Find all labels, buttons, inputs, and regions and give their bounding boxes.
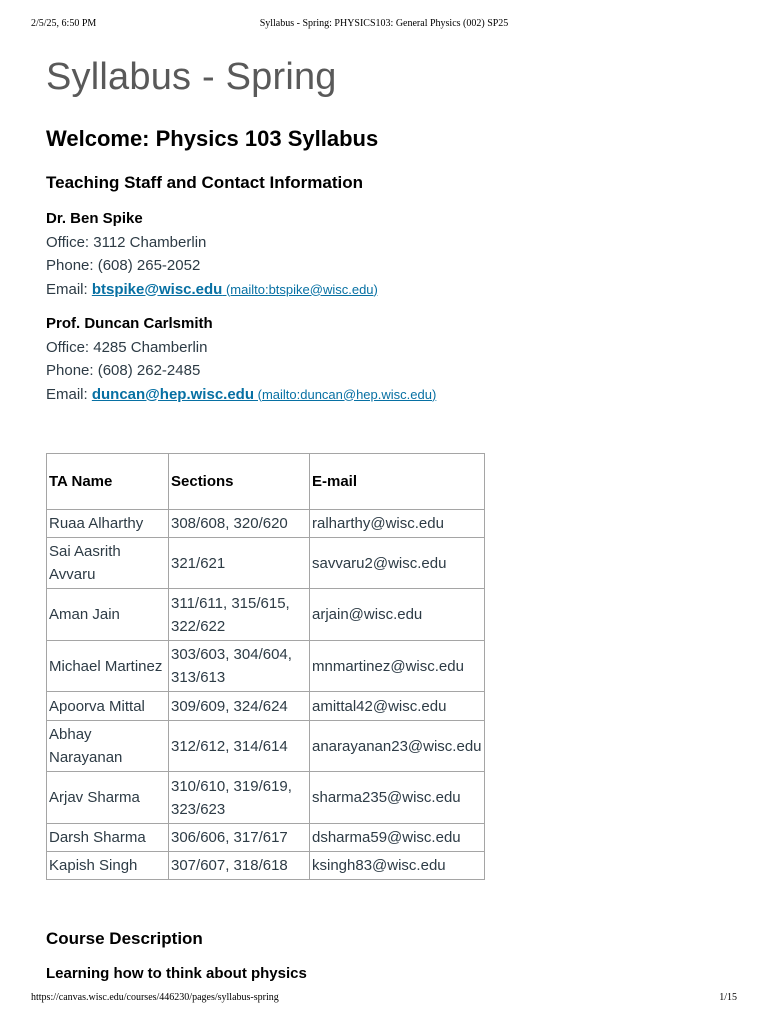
- table-row: [47, 510, 485, 538]
- table-row: [47, 721, 485, 772]
- instructor-office: Office: 3112 Chamberlin: [46, 233, 207, 251]
- instructor-email-line: [46, 278, 378, 302]
- ta-email-cell: dsharma59@wisc.edu: [310, 824, 485, 852]
- table-row: [47, 589, 485, 641]
- ta-sections-cell: 306/606, 317/617: [169, 824, 310, 852]
- ta-name-cell: Michael Martinez: [47, 641, 169, 692]
- ta-email-cell: sharma235@wisc.edu: [310, 772, 485, 824]
- staff-heading: Teaching Staff and Contact Information: [46, 173, 364, 192]
- table-row: [47, 641, 485, 692]
- page-title: Syllabus - Spring: [46, 56, 337, 98]
- instructor-phone: Phone: (608) 262-2485: [46, 362, 201, 379]
- course-description-heading: Course Description: [46, 929, 203, 948]
- ta-sections-cell: 310/610, 319/619, 323/623: [169, 772, 310, 824]
- print-doc-title: Syllabus - Spring: PHYSICS103: General Physics (002) SP25: [259, 18, 509, 29]
- table-row: [47, 772, 485, 824]
- email-label: Email:: [46, 385, 92, 403]
- mailto-link-btspike[interactable]: (mailto:btspike@wisc.edu): [222, 281, 378, 297]
- instructor-email-line: [46, 383, 436, 407]
- ta-sections-cell: 307/607, 318/618: [169, 852, 310, 880]
- instructor-contact-carlsmith: [46, 312, 436, 406]
- column-header-ta-name: TA Name: [47, 454, 169, 510]
- ta-name-cell: Arjav Sharma: [47, 772, 169, 824]
- ta-email-cell: ralharthy@wisc.edu: [310, 510, 485, 538]
- email-label: Email:: [46, 280, 92, 298]
- ta-email-cell: mnmartinez@wisc.edu: [310, 641, 485, 692]
- ta-name-cell: Aman Jain: [47, 589, 169, 641]
- ta-name-cell: Kapish Singh: [47, 852, 169, 880]
- ta-email-cell: anarayanan23@wisc.edu: [310, 721, 485, 772]
- ta-name-cell: Ruaa Alharthy: [47, 510, 169, 538]
- table-row: [47, 852, 485, 880]
- instructor-name: Dr. Ben Spike: [46, 210, 143, 227]
- ta-email-cell: savvaru2@wisc.edu: [310, 538, 485, 589]
- table-row: [47, 824, 485, 852]
- table-row: [47, 692, 485, 721]
- instructor-phone: Phone: (608) 265-2052: [46, 257, 201, 274]
- ta-sections-cell: 321/621: [169, 538, 310, 589]
- ta-sections-cell: 303/603, 304/604, 313/613: [169, 641, 310, 692]
- ta-sections-cell: 309/609, 324/624: [169, 692, 310, 721]
- page-number: 1/15: [719, 992, 737, 1003]
- email-link-duncan[interactable]: duncan@hep.wisc.edu: [91, 385, 254, 403]
- instructor-name: Prof. Duncan Carlsmith: [46, 315, 213, 332]
- mailto-link-duncan[interactable]: (mailto:duncan@hep.wisc.edu): [254, 386, 437, 402]
- ta-table-header-row: [47, 454, 485, 510]
- ta-email-cell: ksingh83@wisc.edu: [310, 852, 485, 880]
- welcome-heading: Welcome: Physics 103 Syllabus: [46, 126, 379, 151]
- ta-table: [46, 453, 485, 880]
- ta-name-cell: Apoorva Mittal: [47, 692, 169, 721]
- column-header-email: E-mail: [310, 454, 485, 510]
- ta-sections-cell: 312/612, 314/614: [169, 721, 310, 772]
- ta-email-cell: amittal42@wisc.edu: [310, 692, 485, 721]
- ta-sections-cell: 308/608, 320/620: [169, 510, 310, 538]
- email-link-btspike[interactable]: btspike@wisc.edu: [91, 280, 223, 298]
- ta-name-cell: Sai Aasrith Avvaru: [47, 538, 169, 589]
- ta-sections-cell: 311/611, 315/615, 322/622: [169, 589, 310, 641]
- print-datetime: 2/5/25, 6:50 PM: [31, 18, 97, 29]
- ta-name-cell: Darsh Sharma: [47, 824, 169, 852]
- instructor-contact-spike: [46, 207, 378, 301]
- print-url: https://canvas.wisc.edu/courses/446230/pages/syllabus-spring: [31, 992, 279, 1003]
- ta-name-cell: Abhay Narayanan: [47, 721, 169, 772]
- instructor-office: Office: 4285 Chamberlin: [46, 338, 208, 356]
- table-row: [47, 538, 485, 589]
- learning-heading: Learning how to think about physics: [46, 965, 307, 982]
- column-header-sections: Sections: [169, 454, 310, 510]
- ta-email-cell: arjain@wisc.edu: [310, 589, 485, 641]
